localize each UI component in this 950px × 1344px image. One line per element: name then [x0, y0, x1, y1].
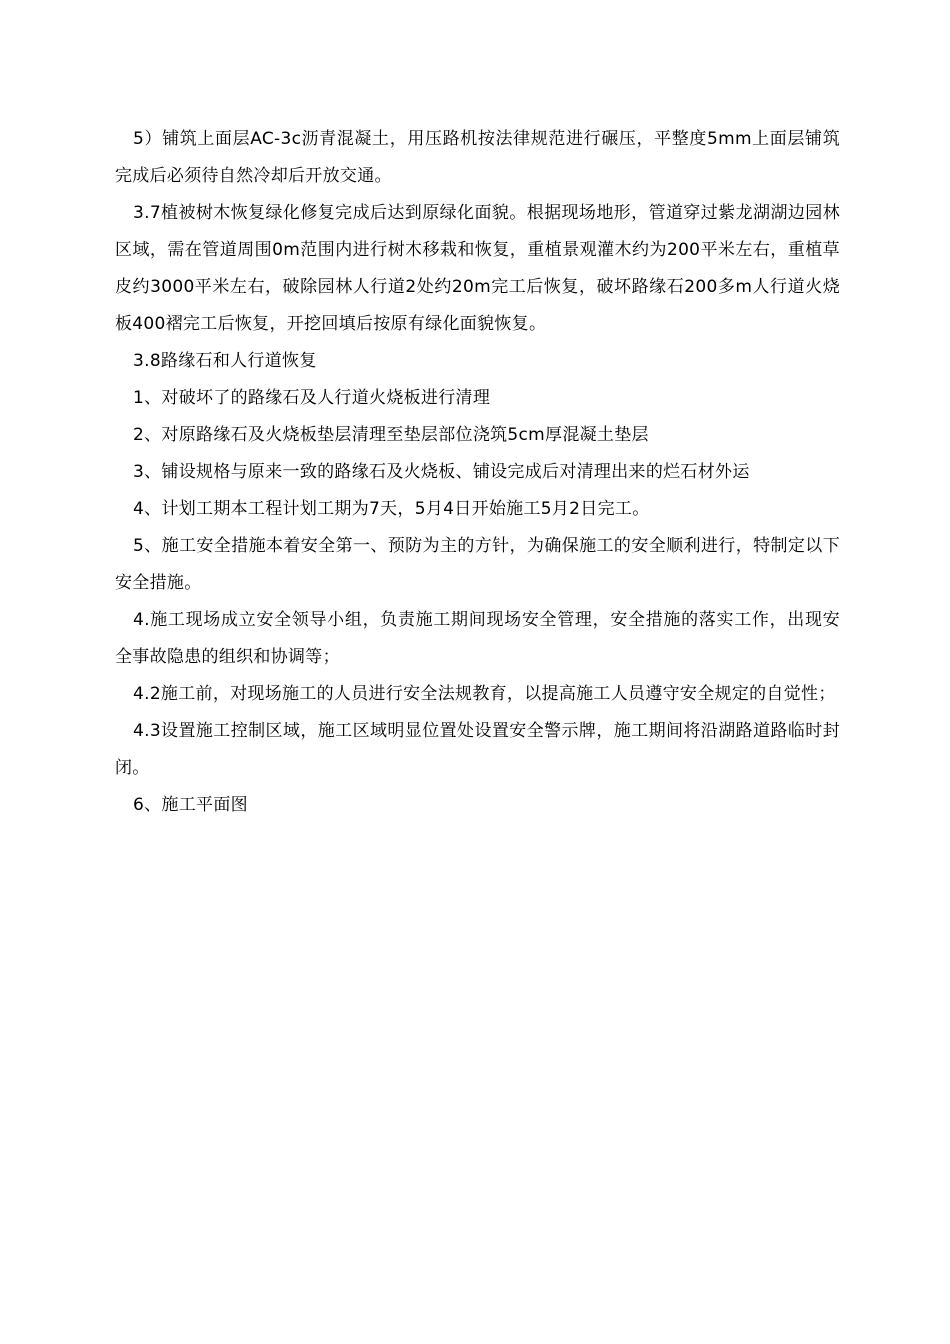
paragraph-curb-sidewalk-heading: 3.8路缘石和人行道恢复 — [133, 351, 317, 371]
paragraph-safety-group: 4.施工现场成立安全领导小组，负责施工期间现场安全管理，安全措施的落实工作，出现安全事故隐患的组织和协调等； — [115, 610, 840, 667]
paragraph-vegetation-restoration: 3.7植被树木恢复绿化修复完成后达到原绿化面貌。根据现场地形，管道穿过紫龙湖湖边园林区域，需在管道周围0m范围内进行树木移栽和恢复，重植景观灌木约为200平米左右，重植草皮约3000平米左右，破除园林人行道2处约20m完工后恢复，破坏路缘石200多m人行道火烧板400褶完工后恢复，开挖回填后按原有绿化面貌恢复。 — [115, 203, 840, 334]
document-body — [115, 121, 840, 824]
paragraph-site-plan: 6、施工平面图 — [133, 795, 248, 815]
paragraph-schedule: 4、计划工期本工程计划工期为7天，5月4日开始施工5月2日完工。 — [133, 499, 650, 519]
paragraph-safety-measures: 5、施工安全措施本着安全第一、预防为主的方针，为确保施工的安全顺利进行，特制定以下安全措施。 — [115, 536, 840, 593]
paragraph-control-zone: 4.3设置施工控制区域，施工区域明显位置处设置安全警示牌，施工期间将沿湖路道路临时封闭。 — [115, 721, 840, 778]
paragraph-step-1: 1、对破坏了的路缘石及人行道火烧板进行清理 — [133, 388, 491, 408]
paragraph-step-2: 2、对原路缘石及火烧板垫层清理至垫层部位浇筑5cm厚混凝土垫层 — [133, 425, 649, 445]
paragraph-safety-education: 4.2施工前，对现场施工的人员进行安全法规教育，以提高施工人员遵守安全规定的自觉性； — [133, 684, 836, 704]
paragraph-step-3: 3、铺设规格与原来一致的路缘石及火烧板、铺设完成后对清理出来的烂石材外运 — [133, 462, 750, 482]
paragraph-paving-top-layer: 5）铺筑上面层AC-3c沥青混凝土，用压路机按法律规范进行碾压，平整度5mm上面层铺筑完成后必须待自然冷却后开放交通。 — [115, 129, 840, 186]
